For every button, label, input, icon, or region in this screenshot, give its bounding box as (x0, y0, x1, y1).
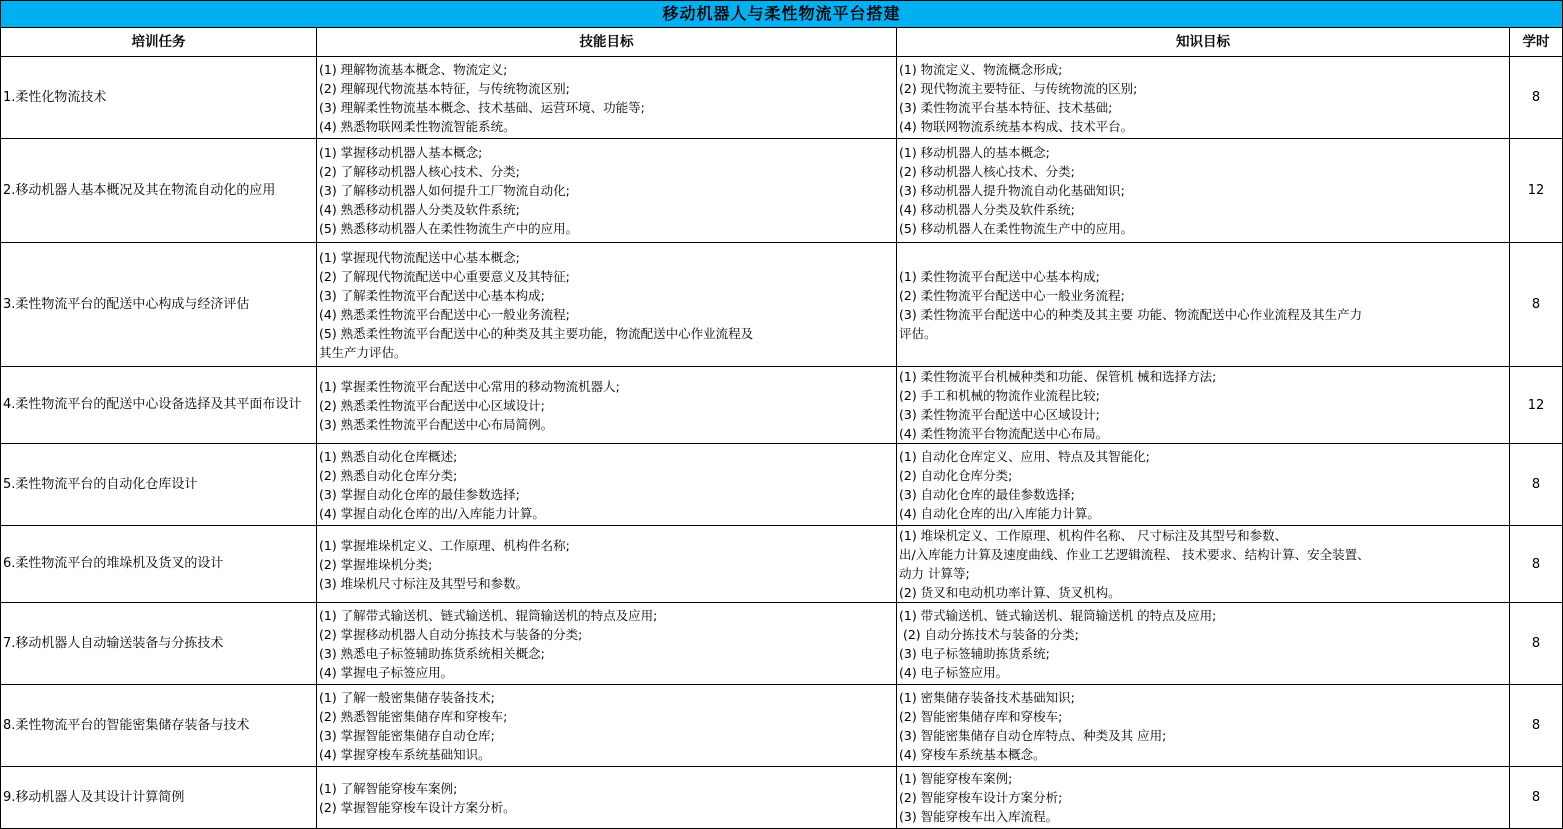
skill-goal-item: (2) 熟悉自动化仓库分类; (319, 467, 458, 483)
skill-goal-item: (1) 了解带式输送机、链式输送机、辊筒输送机的特点及应用; (319, 607, 658, 623)
cell-hours: 8 (1510, 685, 1563, 767)
knowledge-goal-item: (3) 移动机器人提升物流自动化基础知识; (899, 183, 1125, 198)
knowledge-goal-item: (2) 智能穿梭车设计方案分析; (899, 790, 1063, 805)
table-row (1, 526, 1563, 603)
knowledge-goal-item: 出/入库能力计算及速度曲线、作业工艺逻辑流程、 技术要求、结构计算、安全装置、 (899, 547, 1370, 562)
skill-goal-item: (4) 掌握穿梭车系统基础知识。 (319, 746, 491, 762)
cell-hours: 8 (1510, 444, 1563, 526)
knowledge-goal-item: (3) 柔性物流平台配送中心区域设计; (899, 407, 1100, 422)
knowledge-goal-item: (2) 现代物流主要特征、与传统物流的区别; (899, 80, 1138, 96)
skill-goal-item: (3) 了解移动机器人如何提升工厂物流自动化; (319, 183, 570, 198)
table-row (1, 367, 1563, 444)
cell-skill-goals (317, 685, 897, 767)
cell-task: 4.柔性物流平台的配送中心设备选择及其平面布设计 (1, 367, 317, 444)
cell-task: 1.柔性化物流技术 (1, 57, 317, 139)
cell-knowledge-goals (897, 243, 1510, 367)
cell-task: 7.移动机器人自动输送装备与分拣技术 (1, 603, 317, 685)
knowledge-goal-item: (4) 穿梭车系统基本概念。 (899, 746, 1046, 762)
skill-goal-item: (5) 熟悉柔性物流平台配送中心的种类及其主要功能，物流配送中心作业流程及 (319, 325, 754, 341)
knowledge-goal-item: (3) 柔性物流平台配送中心的种类及其主要 功能、物流配送中心作业流程及其生产力 (899, 306, 1363, 322)
table-row (1, 57, 1563, 139)
cell-task: 6.柔性物流平台的堆垛机及货叉的设计 (1, 526, 317, 603)
skill-goal-item: (3) 掌握智能密集储存自动仓库; (319, 727, 495, 743)
skill-goal-item: (2) 了解移动机器人核心技术、分类; (319, 164, 520, 179)
knowledge-goal-item: (4) 移动机器人分类及软件系统; (899, 202, 1075, 217)
cell-knowledge-goals (897, 139, 1510, 243)
skill-goal-item: (2) 掌握移动机器人自动分拣技术与装备的分类; (319, 626, 583, 642)
knowledge-goal-item: (3) 智能密集储存自动仓库特点、种类及其 应用; (899, 727, 1167, 743)
knowledge-goal-item: (2) 货叉和电动机功率计算、货叉机构。 (899, 585, 1121, 600)
skill-goal-item: (1) 了解智能穿梭车案例; (319, 780, 458, 796)
table-row (1, 603, 1563, 685)
skill-goal-item: (1) 了解一般密集储存装备技术; (319, 689, 495, 705)
cell-hours: 8 (1510, 767, 1563, 829)
knowledge-goal-item: (2) 智能密集储存库和穿梭车; (899, 708, 1063, 724)
skill-goal-item: (2) 熟悉智能密集储存库和穿梭车; (319, 708, 508, 724)
knowledge-goal-item: (2) 手工和机械的物流作业流程比较; (899, 388, 1100, 403)
knowledge-goal-item: 动力 计算等; (899, 566, 970, 581)
cell-knowledge-goals (897, 367, 1510, 444)
cell-hours: 12 (1510, 367, 1563, 444)
knowledge-goal-item: (1) 密集储存装备技术基础知识; (899, 689, 1075, 705)
skill-goal-item: (4) 掌握自动化仓库的出/入库能力计算。 (319, 505, 545, 521)
cell-knowledge-goals (897, 444, 1510, 526)
knowledge-goal-item: (1) 智能穿梭车案例; (899, 771, 1013, 786)
cell-knowledge-goals (897, 685, 1510, 767)
cell-skill-goals (317, 444, 897, 526)
table-row (1, 243, 1563, 367)
knowledge-goal-item: (2) 自动化仓库分类; (899, 467, 1013, 483)
header-knowledge: 知识目标 (897, 28, 1510, 57)
cell-task: 9.移动机器人及其设计计算简例 (1, 767, 317, 829)
knowledge-goal-item: (2) 移动机器人核心技术、分类; (899, 164, 1075, 179)
cell-skill-goals (317, 367, 897, 444)
cell-task: 2.移动机器人基本概况及其在物流自动化的应用 (1, 139, 317, 243)
skill-goal-item: (1) 熟悉自动化仓库概述; (319, 448, 458, 464)
knowledge-goal-item: (1) 物流定义、物流概念形成; (899, 61, 1063, 77)
skill-goal-item: (1) 掌握移动机器人基本概念; (319, 145, 483, 160)
skill-goal-item: (4) 掌握电子标签应用。 (319, 664, 454, 680)
knowledge-goal-item: (1) 移动机器人的基本概念; (899, 145, 1050, 160)
cell-skill-goals (317, 603, 897, 685)
cell-knowledge-goals (897, 526, 1510, 603)
sheet-title: 移动机器人与柔性物流平台搭建 (1, 1, 1563, 28)
knowledge-goal-item: (3) 柔性物流平台基本特征、技术基础; (899, 99, 1113, 115)
skill-goal-item: (4) 熟悉移动机器人分类及软件系统; (319, 202, 520, 217)
skill-goal-item: (4) 熟悉柔性物流平台配送中心一般业务流程; (319, 306, 570, 322)
knowledge-goal-item: (2) 柔性物流平台配送中心一般业务流程; (899, 287, 1125, 303)
cell-skill-goals (317, 243, 897, 367)
table-body (1, 57, 1563, 829)
cell-task: 3.柔性物流平台的配送中心构成与经济评估 (1, 243, 317, 367)
knowledge-goal-item: (4) 电子标签应用。 (899, 664, 1009, 680)
skill-goal-item: (2) 了解现代物流配送中心重要意义及其特征; (319, 268, 570, 284)
knowledge-goal-item: (4) 柔性物流平台物流配送中心布局。 (899, 426, 1109, 441)
cell-skill-goals (317, 139, 897, 243)
cell-knowledge-goals (897, 767, 1510, 829)
skill-goal-item: (3) 理解柔性物流基本概念、技术基础、运营环境、功能等; (319, 99, 645, 115)
cell-hours: 8 (1510, 57, 1563, 139)
knowledge-goal-item: (1) 柔性物流平台机械种类和功能、保管机 械和选择方法; (899, 369, 1217, 384)
cell-hours: 8 (1510, 526, 1563, 603)
skill-goal-item: (3) 堆垛机尺寸标注及其型号和参数。 (319, 575, 529, 591)
skill-goal-item: (2) 掌握智能穿梭车设计方案分析。 (319, 799, 516, 815)
skill-goal-item: (2) 理解现代物流基本特征，与传统物流区别; (319, 80, 570, 96)
cell-hours: 8 (1510, 243, 1563, 367)
table-row (1, 767, 1563, 829)
table-row (1, 444, 1563, 526)
knowledge-goal-item: (4) 物联网物流系统基本构成、技术平台。 (899, 118, 1134, 134)
skill-goal-item: 其生产力评估。 (319, 344, 407, 360)
knowledge-goal-item: (1) 自动化仓库定义、应用、特点及其智能化; (899, 448, 1150, 464)
skill-goal-item: (4) 熟悉物联网柔性物流智能系统。 (319, 118, 516, 134)
cell-knowledge-goals (897, 57, 1510, 139)
skill-goal-item: (2) 熟悉柔性物流平台配送中心区域设计; (319, 397, 545, 413)
skill-goal-item: (5) 熟悉移动机器人在柔性物流生产中的应用。 (319, 221, 579, 236)
knowledge-goal-item: (5) 移动机器人在柔性物流生产中的应用。 (899, 221, 1134, 236)
skill-goal-item: (1) 理解物流基本概念、物流定义; (319, 61, 508, 77)
knowledge-goal-item: (3) 智能穿梭车出入库流程。 (899, 809, 1059, 824)
skill-goal-item: (2) 掌握堆垛机分类; (319, 556, 433, 572)
table-row (1, 139, 1563, 243)
knowledge-goal-item: (3) 电子标签辅助拣货系统; (899, 645, 1050, 661)
skill-goal-item: (1) 掌握柔性物流平台配送中心常用的移动物流机器人; (319, 378, 620, 394)
skill-goal-item: (1) 掌握堆垛机定义、工作原理、机构件名称; (319, 537, 570, 553)
knowledge-goal-item: (2) 自动分拣技术与装备的分类; (899, 626, 1079, 642)
knowledge-goal-item: (3) 自动化仓库的最佳参数选择; (899, 486, 1075, 502)
cell-skill-goals (317, 57, 897, 139)
cell-knowledge-goals (897, 603, 1510, 685)
header-hours: 学时 (1510, 28, 1563, 57)
skill-goal-item: (3) 熟悉柔性物流平台配送中心布局简例。 (319, 416, 554, 432)
skill-goal-item: (3) 了解柔性物流平台配送中心基本构成; (319, 287, 545, 303)
skill-goal-item: (1) 掌握现代物流配送中心基本概念; (319, 249, 520, 265)
knowledge-goal-item: (1) 带式输送机、链式输送机、辊筒输送机 的特点及应用; (899, 607, 1217, 623)
cell-hours: 12 (1510, 139, 1563, 243)
skill-goal-item: (3) 熟悉电子标签辅助拣货系统相关概念; (319, 645, 545, 661)
cell-skill-goals (317, 767, 897, 829)
skill-goal-item: (3) 掌握自动化仓库的最佳参数选择; (319, 486, 520, 502)
cell-task: 8.柔性物流平台的智能密集储存装备与技术 (1, 685, 317, 767)
cell-task: 5.柔性物流平台的自动化仓库设计 (1, 444, 317, 526)
cell-skill-goals (317, 526, 897, 603)
knowledge-goal-item: 评估。 (899, 325, 937, 341)
knowledge-goal-item: (1) 堆垛机定义、工作原理、机构件名称、 尺寸标注及其型号和参数、 (899, 528, 1288, 543)
table-row (1, 685, 1563, 767)
header-task: 培训任务 (1, 28, 317, 57)
knowledge-goal-item: (4) 自动化仓库的出/入库能力计算。 (899, 505, 1100, 521)
cell-hours: 8 (1510, 603, 1563, 685)
knowledge-goal-item: (1) 柔性物流平台配送中心基本构成; (899, 268, 1100, 284)
header-skill: 技能目标 (317, 28, 897, 57)
